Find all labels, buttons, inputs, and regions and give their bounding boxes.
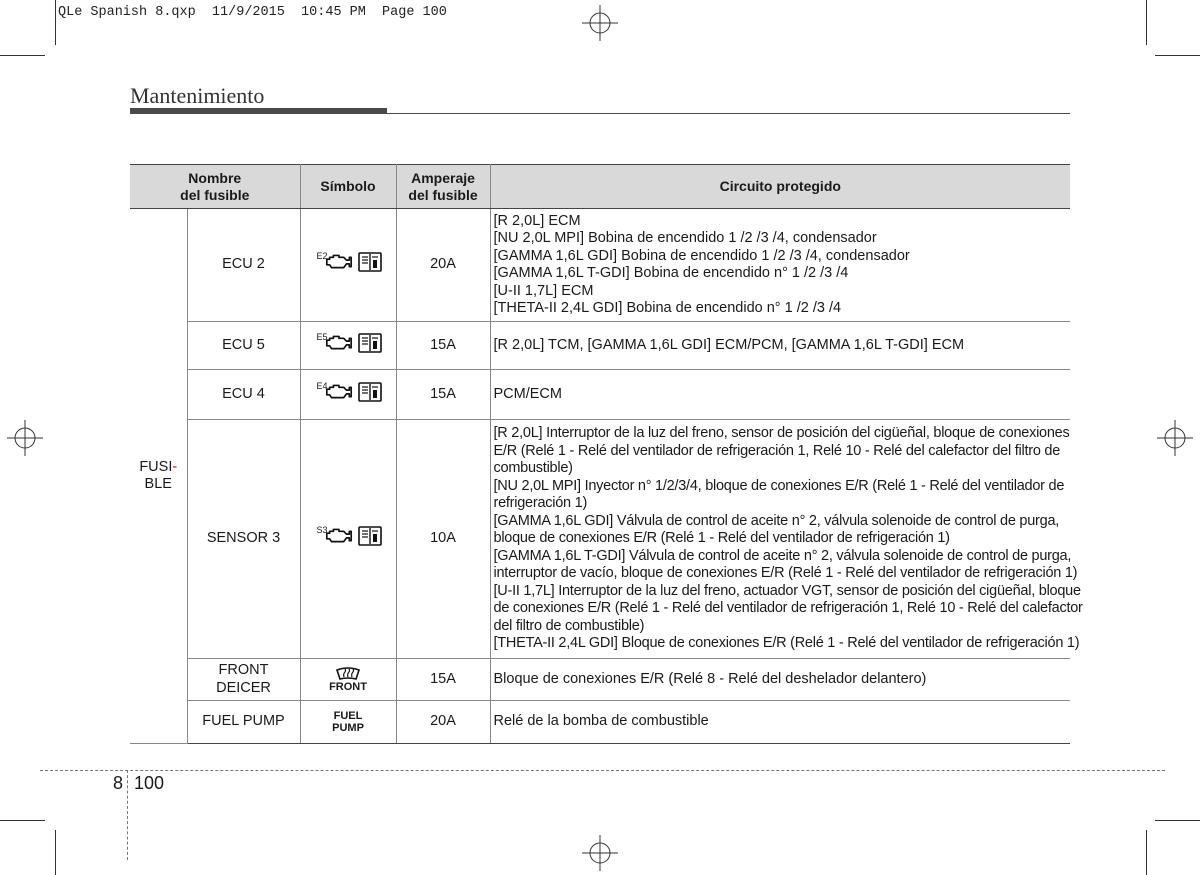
- header-rule-thick: [130, 108, 387, 114]
- engine-icon: [324, 252, 354, 272]
- fuse-amperage: 15A: [396, 659, 490, 701]
- fuse-table: [130, 164, 1083, 744]
- registration-mark-bottom: [582, 835, 618, 871]
- protected-circuit: [R 2,0L] TCM, [GAMMA 1,6L GDI] ECM/PCM, [GAMMA 1,6L T-GDI] ECM: [490, 322, 1070, 370]
- fuse-amperage: 15A: [396, 322, 490, 370]
- fuse-name: ECU 4: [187, 370, 300, 420]
- fuse-symbol: [300, 322, 396, 370]
- fuse-name: SENSOR 3: [187, 420, 300, 659]
- footer-divider: [127, 770, 128, 860]
- table-row: [130, 420, 1070, 659]
- section-title: Mantenimiento: [130, 83, 265, 108]
- symbol-label: FRONT: [329, 680, 367, 693]
- protected-circuit: Bloque de conexiones E/R (Relé 8 - Relé del deshelador delantero): [490, 659, 1070, 701]
- fuse-symbol: [300, 420, 396, 659]
- fuse-symbol: [300, 659, 396, 701]
- protected-circuit: [R 2,0L] Interruptor de la luz del freno, sensor de posición del cigüeñal, bloque de conexiones E/R (Relé 1 - Relé del ventilador de refrigeración 1, Relé 10 - Relé del calefactor del filtro de combustible) [NU 2,0L MPI] Inyector n° 1/2/3/4, bloque de conexiones E/R (Relé 1 - Relé del ventilador de refrigeración 1) [GAMMA 1,6L GDI] Válvula de control de aceite n° 2, válvula solenoide de control de purga, bloque de conexiones E/R (Relé 1 - Relé del ventilador de refrigeración 1) [GAMMA 1,6L T-GDI] Válvula de control de aceite n° 2, válvula solenoide de control de purga, interruptor de vacío, bloque de conexiones E/R (Relé 1 - Relé del ventilador de refrigeración 1) [U-II 1,7L] Interruptor de la luz del freno, actuador VGT, sensor de posición del cigüeñal, bloque de conexiones E/R (Relé 1 - Relé del ventilador de refrigeración 1, Relé 10 - Relé del calefactor del filtro de combustible) [THETA-II 2,4L GDI] Bloque de conexiones E/R (Relé 1 - Relé del ventilador de refrigeración 1): [490, 420, 1070, 659]
- header-protected-circuit: Circuito protegido: [490, 165, 1070, 209]
- printer-slug: QLe Spanish 8.qxp 11/9/2015 10:45 PM Page 100: [58, 5, 447, 20]
- protected-circuit: PCM/ECM: [490, 370, 1070, 420]
- symbol-label: FUEL PUMP: [332, 710, 364, 734]
- symbol-code: S3: [316, 525, 328, 535]
- symbol-code: E2: [316, 251, 328, 261]
- fuse-name: FRONT DEICER: [187, 659, 300, 701]
- registration-mark-right: [1157, 420, 1193, 456]
- fuse-symbol: [300, 370, 396, 420]
- header-symbol: Símbolo: [300, 165, 396, 209]
- table-row: [130, 209, 1070, 322]
- engine-icon: [324, 382, 354, 402]
- engine-icon: [324, 526, 354, 546]
- table-row: [130, 322, 1070, 370]
- symbol-code: E5: [316, 331, 328, 342]
- fuse-name: FUEL PUMP: [187, 701, 300, 744]
- fuse-symbol: [300, 209, 396, 322]
- fuse-symbol: [300, 701, 396, 744]
- table-row: [130, 701, 1070, 744]
- fuse-amperage: 20A: [396, 701, 490, 744]
- fuse-amperage: 20A: [396, 209, 490, 322]
- section-number: 8: [113, 773, 124, 793]
- fuse-amperage: 10A: [396, 420, 490, 659]
- manual-icon: [358, 382, 382, 402]
- manual-icon: [358, 252, 382, 272]
- fuse-family-cell: FUSI- BLE: [130, 209, 187, 744]
- table-row: [130, 659, 1070, 701]
- registration-mark-left: [7, 420, 43, 456]
- header-amperage: Amperaje del fusible: [396, 165, 490, 209]
- manual-icon: [358, 333, 382, 353]
- table-row: [130, 370, 1070, 420]
- protected-circuit: [R 2,0L] ECM [NU 2,0L MPI] Bobina de encendido 1 /2 /3 /4, condensador [GAMMA 1,6L GDI] Bobina de encendido 1 /2 /3 /4, condensador [GAMMA 1,6L T-GDI] Bobina de encendido n° 1 /2 /3 /4 [U-II 1,7L] ECM [THETA-II 2,4L GDI] Bobina de encendido n° 1 /2 /3 /4: [490, 209, 1070, 322]
- fuse-name: ECU 2: [187, 209, 300, 322]
- footer-rule: [40, 770, 1165, 771]
- header-rule-thin: [387, 113, 1070, 114]
- windshield-defrost-icon: [335, 667, 361, 681]
- page-number: 100: [134, 773, 165, 793]
- engine-icon: [324, 333, 354, 353]
- fuse-name: ECU 5: [187, 322, 300, 370]
- fuse-amperage: 15A: [396, 370, 490, 420]
- protected-circuit: Relé de la bomba de combustible: [490, 701, 1070, 744]
- manual-icon: [358, 526, 382, 546]
- symbol-code: E4: [316, 380, 328, 391]
- registration-mark-top: [582, 5, 618, 41]
- header-fuse-name: Nombre del fusible: [130, 165, 300, 209]
- table-header-row: [130, 165, 1070, 209]
